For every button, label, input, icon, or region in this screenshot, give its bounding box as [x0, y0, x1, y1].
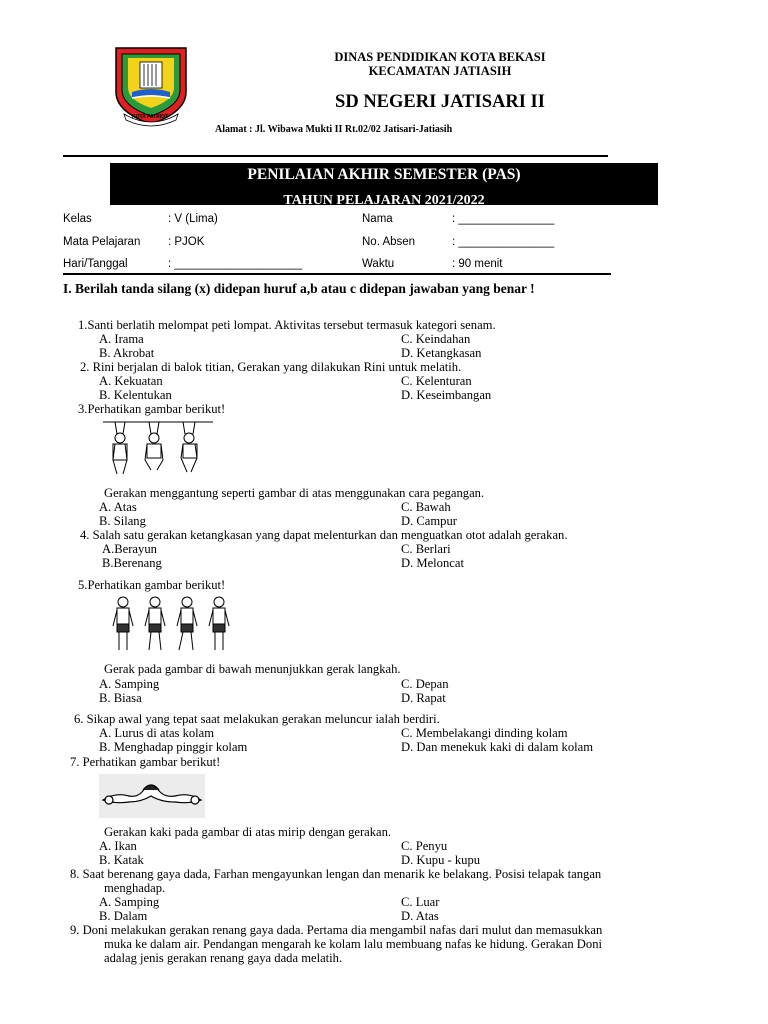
exam-title: PENILAIAN AKHIR SEMESTER (PAS): [247, 166, 521, 183]
q4-option-d[interactable]: D. Meloncat: [401, 556, 464, 570]
question-1: 1.Santi berlatih melompat peti lompat. Aktivitas tersebut termasuk kategori senam.: [78, 318, 496, 332]
question-7-stem: Gerakan kaki pada gambar di atas mirip dengan gerakan.: [104, 825, 392, 839]
exam-banner: [110, 163, 658, 205]
question-4: 4. Salah satu gerakan ketangkasan yang dapat melenturkan dan menguatkan otot adalah gerakan.: [80, 528, 568, 542]
hari-field[interactable]: : ____________________: [168, 258, 303, 270]
q3-option-b[interactable]: B. Silang: [99, 514, 146, 528]
q5-option-a[interactable]: A. Samping: [99, 677, 160, 691]
absen-field[interactable]: : _______________: [452, 236, 555, 248]
agency-name: DINAS PENDIDIKAN KOTA BEKASI: [334, 50, 546, 64]
q3-option-a[interactable]: A. Atas: [99, 500, 137, 514]
nama-field[interactable]: : _______________: [452, 213, 555, 225]
walking-figures-illustration: [107, 596, 237, 654]
q6-option-a[interactable]: A. Lurus di atas kolam: [99, 726, 215, 740]
instruction: I. Berilah tanda silang (x) didepan huruf a,b atau c didepan jawaban yang benar !: [63, 281, 535, 296]
q4-option-b[interactable]: B.Berenang: [102, 556, 162, 570]
question-7: 7. Perhatikan gambar berikut!: [70, 755, 221, 769]
q5-option-d[interactable]: D. Rapat: [401, 691, 446, 705]
q8-option-d[interactable]: D. Atas: [401, 909, 439, 923]
school-year: TAHUN PELAJARAN 2021/2022: [283, 193, 485, 205]
question-8-line-2: menghadap.: [104, 881, 166, 895]
q7-option-a[interactable]: A. Ikan: [99, 839, 137, 853]
q1-option-a[interactable]: A. Irama: [99, 332, 144, 346]
city-logo: [106, 40, 196, 130]
district-name: KECAMATAN JATIASIH: [368, 64, 512, 78]
nama-label: Nama: [362, 213, 393, 225]
q1-option-d[interactable]: D. Ketangkasan: [401, 346, 482, 360]
q3-option-c[interactable]: C. Bawah: [401, 500, 451, 514]
q5-option-b[interactable]: B. Biasa: [99, 691, 142, 705]
q6-option-c[interactable]: C. Membelakangi dinding kolam: [401, 726, 568, 740]
question-9-line-2: muka ke dalam air. Pendangan mengarah ke kolam lalu membuang nafas ke hidung. Gerakan Doni: [104, 937, 602, 951]
q8-option-b[interactable]: B. Dalam: [99, 909, 148, 923]
hari-label: Hari/Tanggal: [63, 258, 128, 270]
kelas-label: Kelas: [63, 213, 92, 225]
q8-option-a[interactable]: A. Samping: [99, 895, 160, 909]
q2-option-b[interactable]: B. Kelentukan: [99, 388, 172, 402]
question-3-stem: Gerakan menggantung seperti gambar di atas menggunakan cara pegangan.: [104, 486, 485, 500]
q4-option-c[interactable]: C. Berlari: [401, 542, 451, 556]
question-9-line-3: adalag jenis gerakan renang gaya dada melatih.: [104, 951, 343, 965]
question-3: 3.Perhatikan gambar berikut!: [78, 402, 226, 416]
q1-option-b[interactable]: B. Akrobat: [99, 346, 155, 360]
waktu-value: : 90 menit: [452, 258, 503, 270]
school-name: SD NEGERI JATISARI II: [335, 92, 545, 112]
mapel-value: : PJOK: [168, 236, 205, 248]
q3-option-d[interactable]: D. Campur: [401, 514, 457, 528]
info-divider: [63, 273, 611, 275]
q4-option-a[interactable]: A.Berayun: [102, 542, 157, 556]
q7-option-b[interactable]: B. Katak: [99, 853, 144, 867]
swimming-kick-illustration: [99, 774, 205, 818]
q6-option-b[interactable]: B. Menghadap pinggir kolam: [99, 740, 248, 754]
logo-text: KOTA PATRIOT: [132, 114, 169, 120]
absen-label: No. Absen: [362, 236, 416, 248]
question-6: 6. Sikap awal yang tepat saat melakukan gerakan meluncur ialah berdiri.: [74, 712, 440, 726]
school-address: Alamat : Jl. Wibawa Mukti II Rt.02/02 Jatisari-Jatiasih: [215, 124, 453, 135]
waktu-label: Waktu: [362, 258, 395, 270]
q2-option-a[interactable]: A. Kekuatan: [99, 374, 163, 388]
question-2: 2. Rini berjalan di balok titian, Gerakan yang dilakukan Rini untuk melatih.: [80, 360, 462, 374]
q1-option-c[interactable]: C. Keindahan: [401, 332, 471, 346]
q7-option-c[interactable]: C. Penyu: [401, 839, 448, 853]
question-8: 8. Saat berenang gaya dada, Farhan mengayunkan lengan dan menarik ke belakang. Posisi telapak tangan: [70, 867, 602, 881]
question-5-stem: Gerak pada gambar di bawah menunjukkan gerak langkah.: [104, 662, 401, 676]
hanging-figures-illustration: [103, 418, 213, 480]
header-divider: [63, 155, 608, 157]
q6-option-d[interactable]: D. Dan menekuk kaki di dalam kolam: [401, 740, 594, 754]
mapel-label: Mata Pelajaran: [63, 236, 141, 248]
q7-option-d[interactable]: D. Kupu - kupu: [401, 853, 481, 867]
q5-option-c[interactable]: C. Depan: [401, 677, 449, 691]
q8-option-c[interactable]: C. Luar: [401, 895, 440, 909]
question-9: 9. Doni melakukan gerakan renang gaya dada. Pertama dia mengambil nafas dari mulut dan memasukkan: [70, 923, 603, 937]
q2-option-c[interactable]: C. Kelenturan: [401, 374, 472, 388]
q2-option-d[interactable]: D. Keseimbangan: [401, 388, 492, 402]
kelas-value: : V (Lima): [168, 213, 218, 225]
question-5: 5.Perhatikan gambar berikut!: [78, 578, 226, 592]
